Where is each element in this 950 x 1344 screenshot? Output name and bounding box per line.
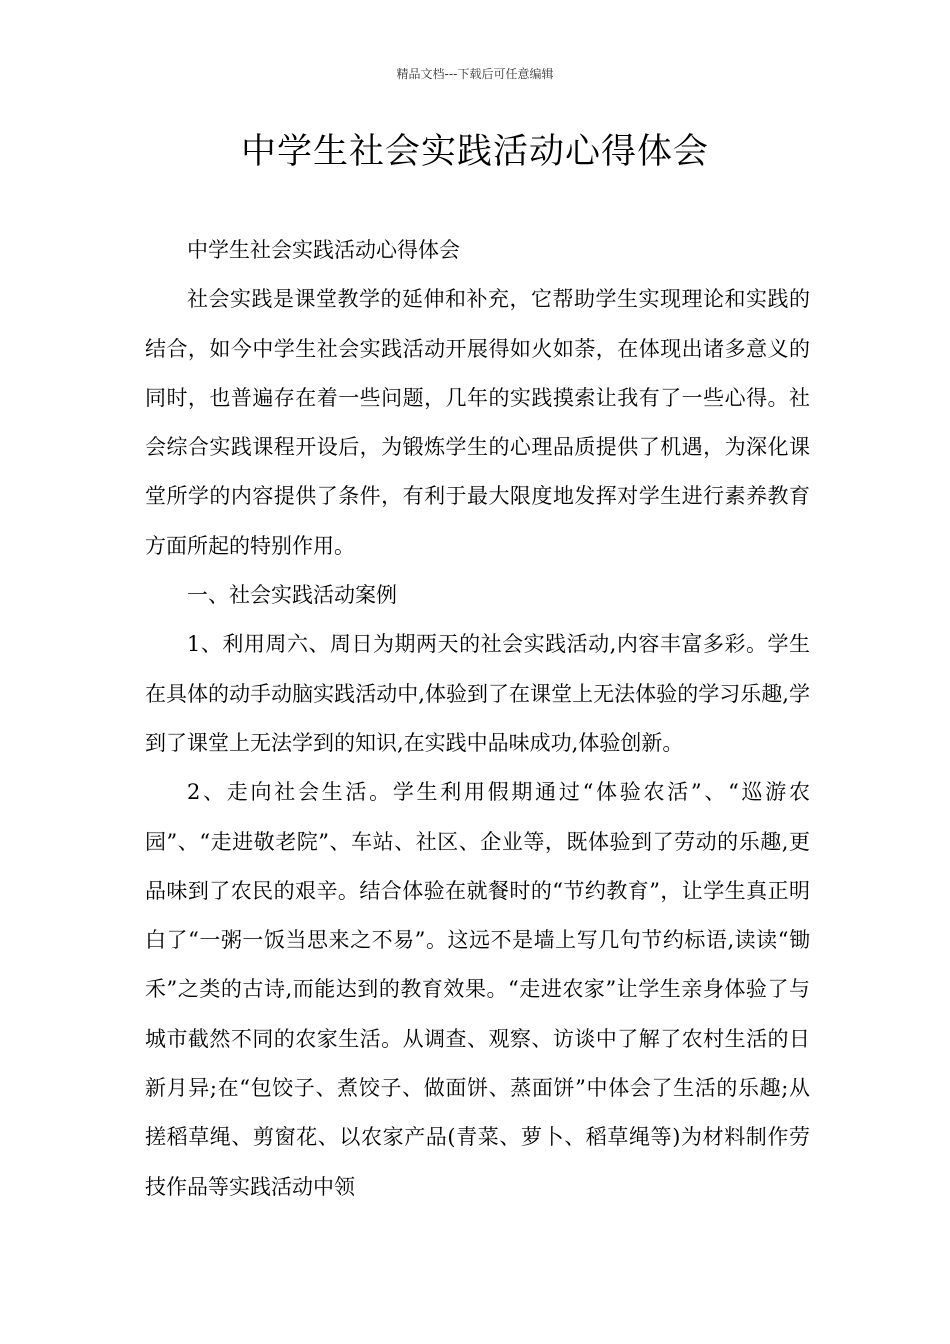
section-heading: 一、社会实践活动案例 xyxy=(187,583,397,608)
header-note: 精品文档---下载后可任意编辑 xyxy=(396,67,554,81)
document-body xyxy=(145,226,810,1212)
paragraph-case-1: 1、利用周六、周日为期两天的社会实践活动,内容丰富多彩。学生在具体的动手动脑实践活动中,体验到了在课堂上无法体验的学习乐趣,学到了课堂上无法学到的知识,在实践中品味成功,体验创新。 xyxy=(145,632,810,755)
paragraph-case-2: 2、走向社会生活。学生利用假期通过“体验农活”、“巡游农园”、“走进敬老院”、车站、社区、企业等，既体验到了劳动的乐趣,更品味到了农民的艰辛。结合体验在就餐时的“节约教育”，让学生真正明白了“一粥一饭当思来之不易”。这远不是墙上写几句节约标语,读读“锄禾”之类的古诗,而能达到的教育效果。“走进农家”让学生亲身体验了与城市截然不同的农家生活。从调查、观察、访谈中了解了农村生活的日新月异;在“包饺子、煮饺子、做面饼、蒸面饼”中体会了生活的乐趣;从搓稻草绳、剪窗花、以农家产品(青菜、萝卜、稻草绳等)为材料制作劳技作品等实践活动中领 xyxy=(145,780,810,1199)
document-title: 中学生社会实践活动心得体会 xyxy=(240,132,709,172)
paragraph-intro: 社会实践是课堂教学的延伸和补充，它帮助学生实现理论和实践的结合，如今中学生社会实践活动开展得如火如荼，在体现出诸多意义的同时，也普遍存在着一些问题，几年的实践摸索让我有了一些心得。社会综合实践课程开设后，为锻炼学生的心理品质提供了机遇，为深化课堂所学的内容提供了条件，有利于最大限度地发挥对学生进行素养教育方面所起的特别作用。 xyxy=(145,287,810,558)
paragraph-subtitle: 中学生社会实践活动心得体会 xyxy=(187,238,460,262)
